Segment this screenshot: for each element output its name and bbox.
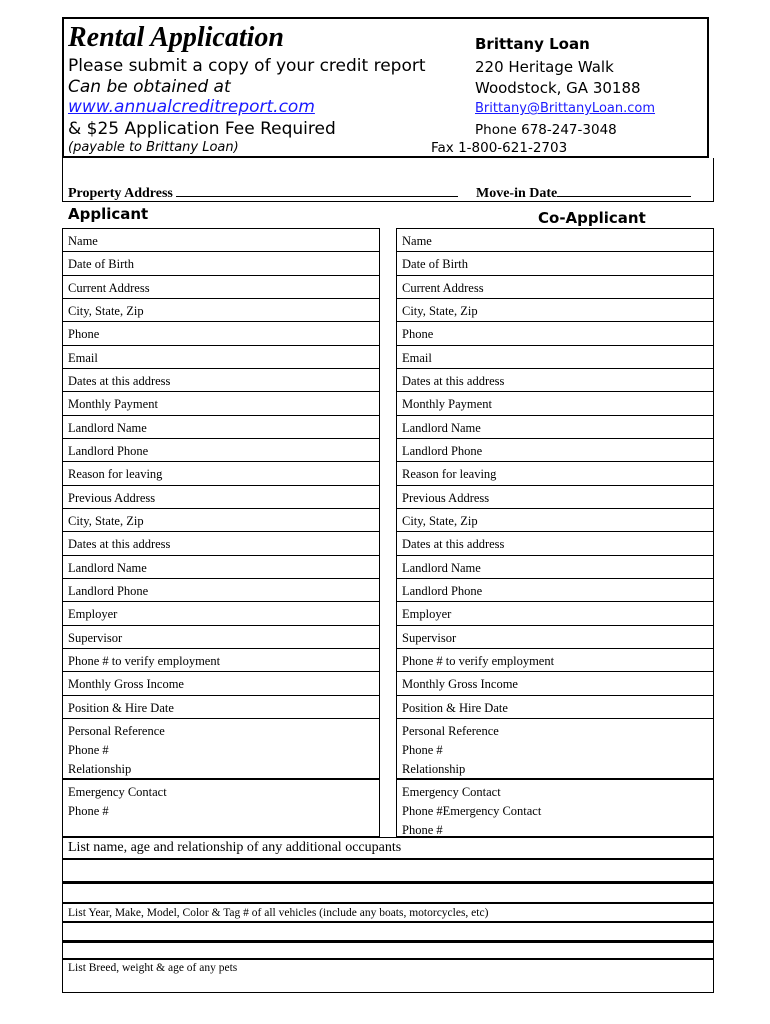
company-fax: Fax 1-800-621-2703 [431, 140, 568, 156]
obtained-at-note: Can be obtained at [68, 77, 231, 97]
field-label: City, State, Zip [402, 513, 478, 528]
field-label: Dates at this address [68, 373, 171, 388]
property-address-text: Property Address [68, 186, 173, 201]
movein-date-text: Move-in Date [476, 186, 558, 201]
field-label: Landlord Phone [68, 583, 149, 598]
emergency-label: Emergency Contact [402, 784, 501, 799]
field-row[interactable] [62, 345, 380, 369]
field-label: Phone # to verify employment [68, 653, 221, 668]
field-row[interactable] [396, 368, 714, 392]
field-label: Phone [68, 327, 100, 342]
field-label: Monthly Gross Income [68, 677, 184, 692]
emergency-label: Emergency Contact [68, 784, 167, 799]
field-label: City, State, Zip [68, 303, 144, 318]
field-row[interactable] [396, 461, 714, 485]
field-label: Dates at this address [402, 373, 505, 388]
field-label: Reason for leaving [402, 467, 497, 482]
field-label: City, State, Zip [402, 303, 478, 318]
company-phone: Phone 678-247-3048 [475, 122, 617, 138]
field-row[interactable] [396, 625, 714, 649]
field-label: Dates at this address [402, 537, 505, 552]
field-label: Previous Address [402, 490, 490, 505]
field-label: Employer [402, 607, 452, 622]
field-row[interactable] [396, 531, 714, 555]
field-row[interactable] [396, 485, 714, 509]
field-label: Phone # to verify employment [402, 653, 555, 668]
occupants-label-row [62, 837, 714, 859]
field-label: City, State, Zip [68, 513, 144, 528]
company-name: Brittany Loan [475, 35, 590, 53]
field-label: Date of Birth [68, 257, 134, 272]
occupants-field-2[interactable] [62, 882, 714, 903]
emergency-label: Phone #Emergency Contact [402, 803, 542, 818]
reference-label: Phone # [68, 742, 109, 757]
field-row[interactable] [396, 671, 714, 695]
field-row[interactable] [396, 578, 714, 602]
pets-label: List Breed, weight & age of any pets [68, 962, 238, 974]
field-label: Monthly Payment [68, 397, 158, 412]
field-label: Supervisor [402, 630, 457, 645]
fee-note: & $25 Application Fee Required [68, 119, 336, 139]
field-label: Phone [402, 327, 434, 342]
vehicles-label: List Year, Make, Model, Color & Tag # of all vehicles (include any boats, motorcycles, etc) [68, 907, 489, 919]
coapplicant-heading: Co-Applicant [538, 209, 646, 227]
field-label: Previous Address [68, 490, 156, 505]
company-city: Woodstock, GA 30188 [475, 79, 641, 97]
field-row[interactable] [62, 671, 380, 695]
field-label: Current Address [402, 280, 484, 295]
field-label: Monthly Payment [402, 397, 492, 412]
field-label: Current Address [68, 280, 150, 295]
reference-label: Personal Reference [68, 723, 165, 738]
field-label: Employer [68, 607, 118, 622]
field-row[interactable] [62, 321, 380, 345]
field-row[interactable] [62, 508, 380, 532]
field-row[interactable] [62, 485, 380, 509]
pets-label-row [62, 959, 714, 993]
movein-date-label [476, 184, 691, 202]
field-row[interactable] [396, 438, 714, 462]
field-row[interactable] [396, 391, 714, 415]
field-row[interactable] [62, 298, 380, 322]
field-label: Dates at this address [68, 537, 171, 552]
field-label: Landlord Name [402, 420, 481, 435]
field-row[interactable] [396, 695, 714, 719]
field-label: Date of Birth [402, 257, 468, 272]
field-row[interactable] [62, 625, 380, 649]
field-label: Email [402, 350, 432, 365]
field-row[interactable] [62, 251, 380, 275]
movein-date-field[interactable] [557, 184, 691, 197]
field-row[interactable] [396, 275, 714, 299]
field-label: Landlord Name [402, 560, 481, 575]
field-label: Email [68, 350, 98, 365]
field-row[interactable] [396, 298, 714, 322]
field-label: Name [68, 234, 98, 248]
field-label: Landlord Phone [402, 583, 483, 598]
field-row[interactable] [62, 578, 380, 602]
reference-block[interactable] [396, 718, 714, 779]
vehicles-field-2[interactable] [62, 941, 714, 959]
field-row[interactable] [62, 391, 380, 415]
column-gutter [379, 228, 397, 837]
field-label: Landlord Phone [68, 443, 149, 458]
field-row[interactable] [62, 461, 380, 485]
property-address-label [68, 184, 458, 202]
field-row[interactable] [396, 415, 714, 439]
field-row[interactable] [62, 601, 380, 625]
field-label: Position & Hire Date [402, 700, 508, 715]
field-row[interactable] [396, 555, 714, 579]
reference-label: Personal Reference [402, 723, 499, 738]
field-row[interactable] [396, 508, 714, 532]
vehicles-label-row [62, 903, 714, 922]
field-label: Landlord Name [68, 420, 147, 435]
field-row[interactable] [396, 228, 714, 252]
emergency-contact-block[interactable] [396, 779, 714, 837]
field-row[interactable] [62, 555, 380, 579]
field-row[interactable] [62, 415, 380, 439]
field-row[interactable] [62, 368, 380, 392]
field-row[interactable] [396, 321, 714, 345]
field-row[interactable] [396, 251, 714, 275]
field-row[interactable] [62, 275, 380, 299]
field-row[interactable] [62, 531, 380, 555]
field-row[interactable] [62, 438, 380, 462]
field-label: Landlord Phone [402, 443, 483, 458]
field-row[interactable] [62, 228, 380, 252]
field-label: Position & Hire Date [68, 700, 174, 715]
emergency-label: Phone # [402, 822, 443, 837]
occupants-label: List name, age and relationship of any additional occupants [68, 840, 402, 855]
credit-report-note: Please submit a copy of your credit report [68, 56, 426, 76]
field-row[interactable] [396, 601, 714, 625]
form-title: Rental Application [68, 22, 284, 53]
occupants-field-1[interactable] [62, 859, 714, 882]
reference-block[interactable] [62, 718, 380, 779]
field-row[interactable] [62, 648, 380, 672]
payable-note: (payable to Brittany Loan) [68, 140, 239, 155]
reference-label: Relationship [402, 761, 466, 776]
company-street: 220 Heritage Walk [475, 58, 614, 76]
vehicles-field-1[interactable] [62, 922, 714, 941]
field-row[interactable] [62, 695, 380, 719]
field-row[interactable] [396, 345, 714, 369]
company-email-link[interactable]: Brittany@BrittanyLoan.com [475, 101, 656, 116]
field-label: Reason for leaving [68, 467, 163, 482]
field-label: Monthly Gross Income [402, 677, 518, 692]
property-address-field[interactable] [176, 184, 458, 197]
field-label: Landlord Name [68, 560, 147, 575]
field-row[interactable] [396, 648, 714, 672]
applicant-heading: Applicant [68, 205, 149, 223]
reference-label: Phone # [402, 742, 443, 757]
emergency-contact-block[interactable] [62, 779, 380, 837]
reference-label: Relationship [68, 761, 132, 776]
field-label: Supervisor [68, 630, 123, 645]
emergency-label: Phone # [68, 803, 109, 818]
credit-report-link[interactable]: www.annualcreditreport.com [68, 97, 315, 117]
field-label: Name [402, 234, 432, 248]
